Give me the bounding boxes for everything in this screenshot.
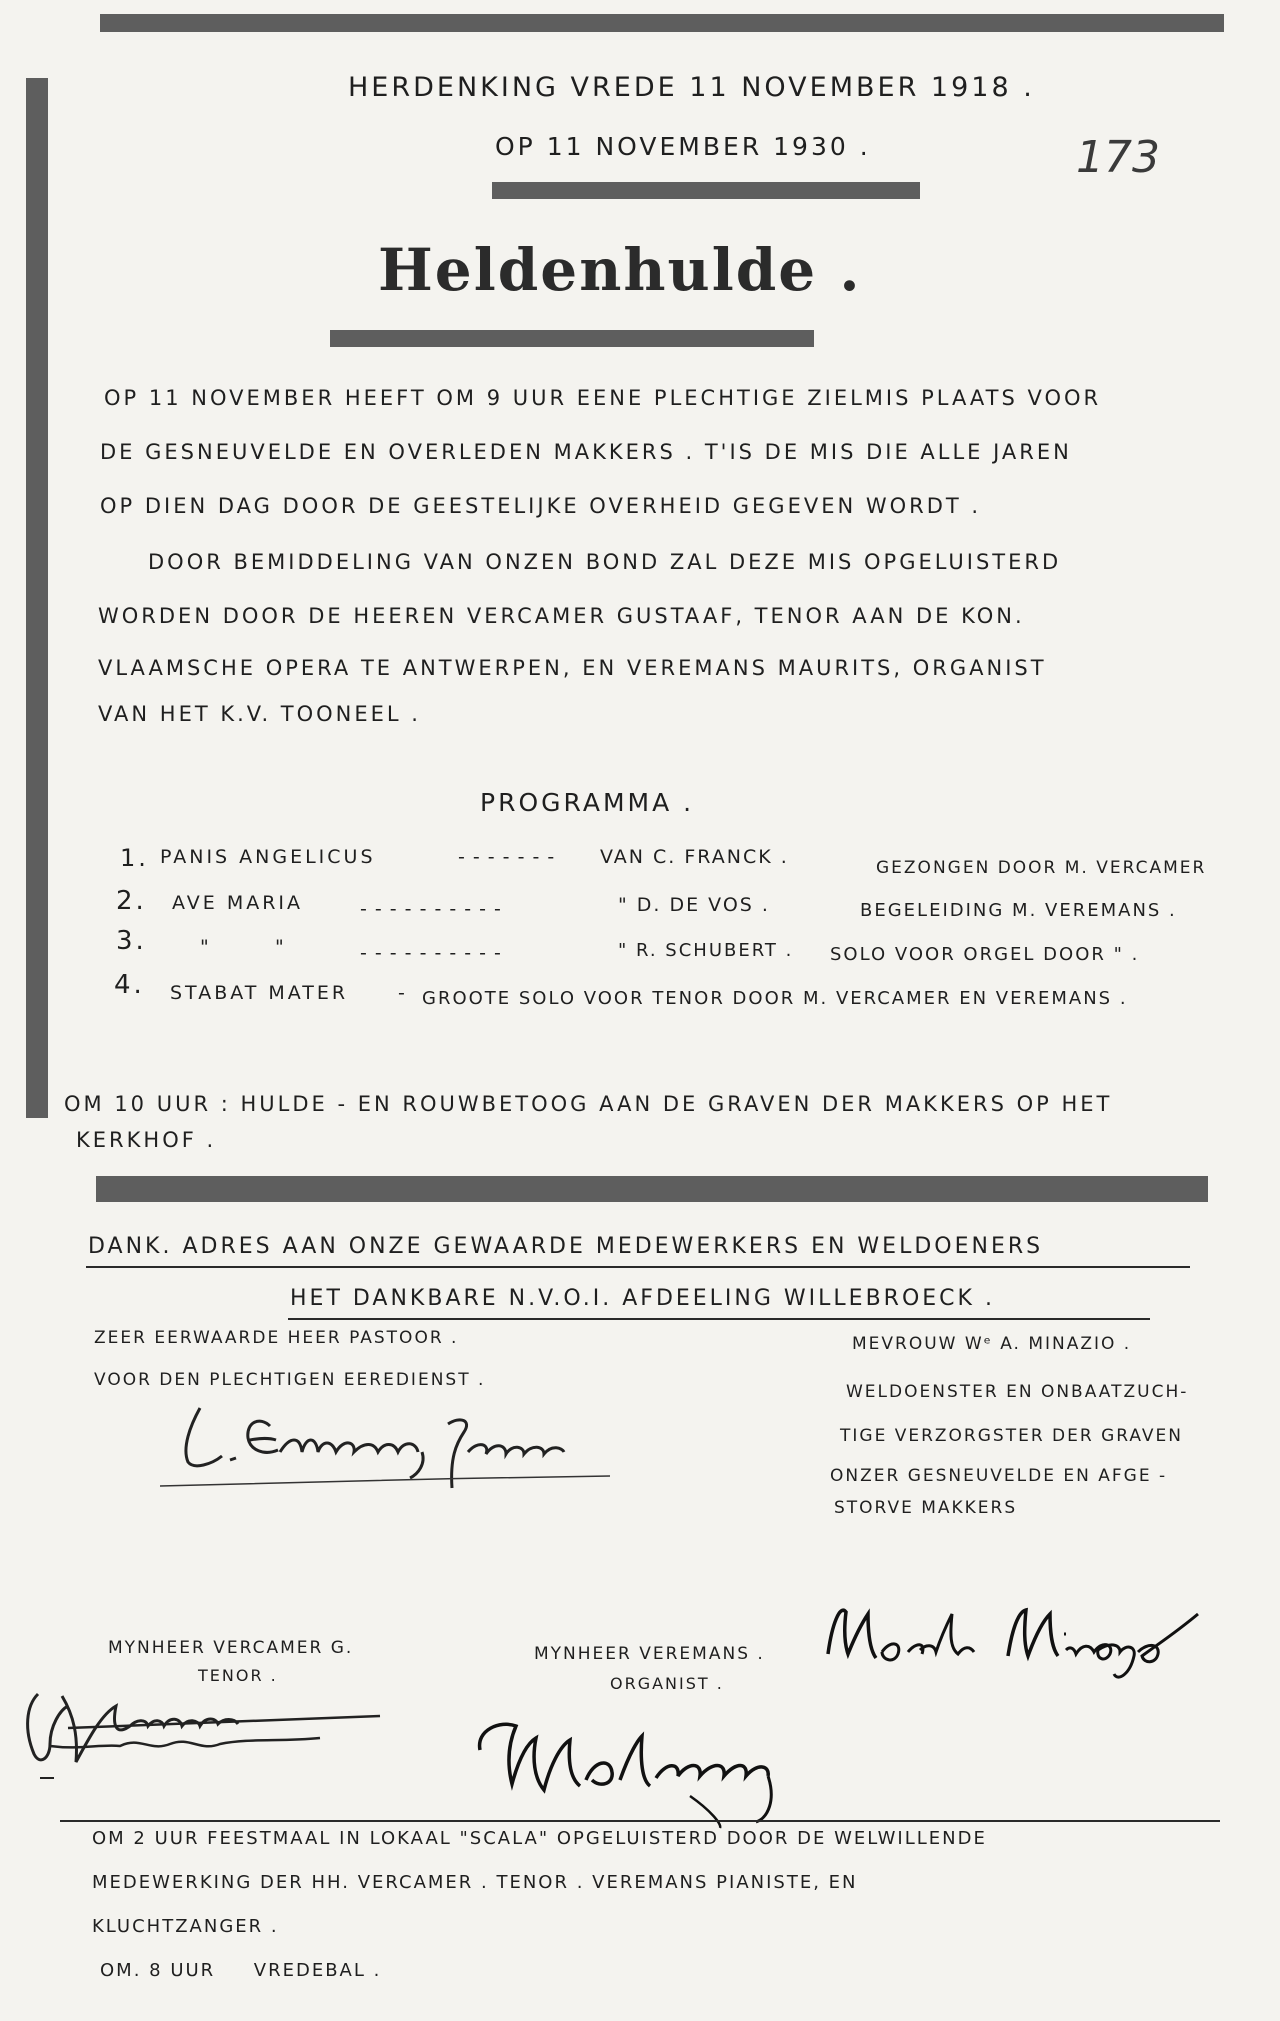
dank-line-1-underline	[86, 1266, 1190, 1268]
page-title: Heldenhulde .	[378, 236, 862, 304]
footer-line-1: OM 2 UUR FEESTMAAL IN LOKAAL "SCALA" OPGELUISTERD DOOR DE WELWILLENDE	[92, 1828, 987, 1849]
intro-p1-line-2: DE GESNEUVELDE EN OVERLEDEN MAKKERS . T'IS DE MIS DIE ALLE JAREN	[100, 440, 1072, 464]
footer-line-2: MEDEWERKING DER HH. VERCAMER . TENOR . VEREMANS PIANISTE, EN	[92, 1872, 858, 1893]
minazio-line-1: MEVROUW Wᵉ A. MINAZIO .	[852, 1334, 1132, 1354]
footer-line-3: KLUCHTZANGER .	[92, 1916, 279, 1937]
item-composer: " R. SCHUBERT .	[618, 940, 794, 961]
item-dash: - - - - - - -	[458, 846, 556, 868]
item-dash: - - - - - - - - - -	[360, 898, 502, 920]
divider-bar	[96, 1176, 1208, 1202]
item-dash: - - - - - - - - - -	[360, 942, 502, 964]
intro-p2-line-4: VAN HET K.V. TOONEEL .	[98, 702, 421, 726]
item-piece: STABAT MATER	[170, 982, 349, 1004]
page-number: 173	[1076, 132, 1160, 183]
vercamer-line-1: MYNHEER VERCAMER G.	[108, 1638, 354, 1658]
item-number: 3.	[116, 926, 147, 956]
minazio-signature	[818, 1594, 1238, 1684]
pastoor-signature	[160, 1386, 620, 1496]
item-piece: AVE MARIA	[172, 892, 304, 914]
pastoor-line-1: ZEER EERWAARDE HEER PASTOOR .	[94, 1328, 459, 1348]
item-dash: -	[398, 982, 408, 1004]
dank-line-2: HET DANKBARE N.V.O.I. AFDEELING WILLEBROECK .	[290, 1286, 995, 1311]
title-bar	[330, 330, 814, 347]
dank-line-1: DANK. ADRES AAN ONZE GEWAARDE MEDEWERKERS EN WELDOENERS	[88, 1234, 1044, 1259]
programma-heading: PROGRAMMA .	[480, 788, 695, 817]
vercamer-line-2: TENOR .	[198, 1666, 278, 1685]
intro-p2-line-2: WORDEN DOOR DE HEEREN VERCAMER GUSTAAF, TENOR AAN DE KON.	[98, 604, 1025, 628]
dank-line-2-underline	[288, 1318, 1150, 1320]
item-number: 1.	[120, 844, 149, 872]
item-number: 2.	[116, 886, 147, 916]
veremans-line-2: ORGANIST .	[610, 1674, 724, 1693]
intro-p2-line-3: VLAAMSCHE OPERA TE ANTWERPEN, EN VEREMANS MAURITS, ORGANIST	[98, 656, 1047, 680]
item-piece: PANIS ANGELICUS	[160, 846, 376, 868]
minazio-line-4: ONZER GESNEUVELDE EN AFGE -	[830, 1466, 1168, 1486]
header-bar	[492, 182, 920, 199]
footer-rule	[60, 1820, 1220, 1822]
left-vertical-bar	[26, 78, 48, 1118]
intro-p1-line-1: OP 11 NOVEMBER HEEFT OM 9 UUR EENE PLECHTIGE ZIELMIS PLAATS VOOR	[104, 386, 1102, 410]
minazio-line-2: WELDOENSTER EN ONBAATZUCH-	[846, 1382, 1189, 1402]
minazio-line-5: STORVE MAKKERS	[834, 1498, 1018, 1518]
item-composer: GROOTE SOLO VOOR TENOR DOOR M. VERCAMER EN VEREMANS .	[422, 988, 1128, 1009]
footer-line-4: OM. 8 UUR VREDEBAL .	[100, 1960, 382, 1981]
intro-p1-line-3: OP DIEN DAG DOOR DE GEESTELIJKE OVERHEID GEGEVEN WORDT .	[100, 494, 982, 518]
pastoor-line-2: VOOR DEN PLECHTIGEN EEREDIENST .	[94, 1370, 486, 1390]
intro-p2-line-1: DOOR BEMIDDELING VAN ONZEN BOND ZAL DEZE MIS OPGELUISTERD	[148, 550, 1062, 574]
item-note: GEZONGEN DOOR M. VERCAMER	[876, 858, 1207, 878]
item-number: 4.	[114, 970, 145, 1000]
item-note: BEGELEIDING M. VEREMANS .	[860, 900, 1177, 921]
item-piece: " "	[200, 936, 287, 958]
veremans-signature	[470, 1700, 890, 1830]
item-composer: VAN C. FRANCK .	[600, 846, 789, 868]
item-composer: " D. DE VOS .	[618, 894, 770, 916]
header-line-1: HERDENKING VREDE 11 NOVEMBER 1918 .	[348, 72, 1035, 103]
vercamer-signature	[20, 1666, 400, 1786]
minazio-line-3: TIGE VERZORGSTER DER GRAVEN	[840, 1426, 1184, 1446]
veremans-line-1: MYNHEER VEREMANS .	[534, 1644, 765, 1664]
item-note: SOLO VOOR ORGEL DOOR " .	[830, 944, 1140, 965]
ten-uur-line-2: KERKHOF .	[76, 1128, 217, 1152]
header-line-2: OP 11 NOVEMBER 1930 .	[495, 132, 871, 161]
ten-uur-line-1: OM 10 UUR : HULDE - EN ROUWBETOOG AAN DE GRAVEN DER MAKKERS OP HET	[64, 1092, 1113, 1116]
top-bar	[100, 14, 1224, 32]
